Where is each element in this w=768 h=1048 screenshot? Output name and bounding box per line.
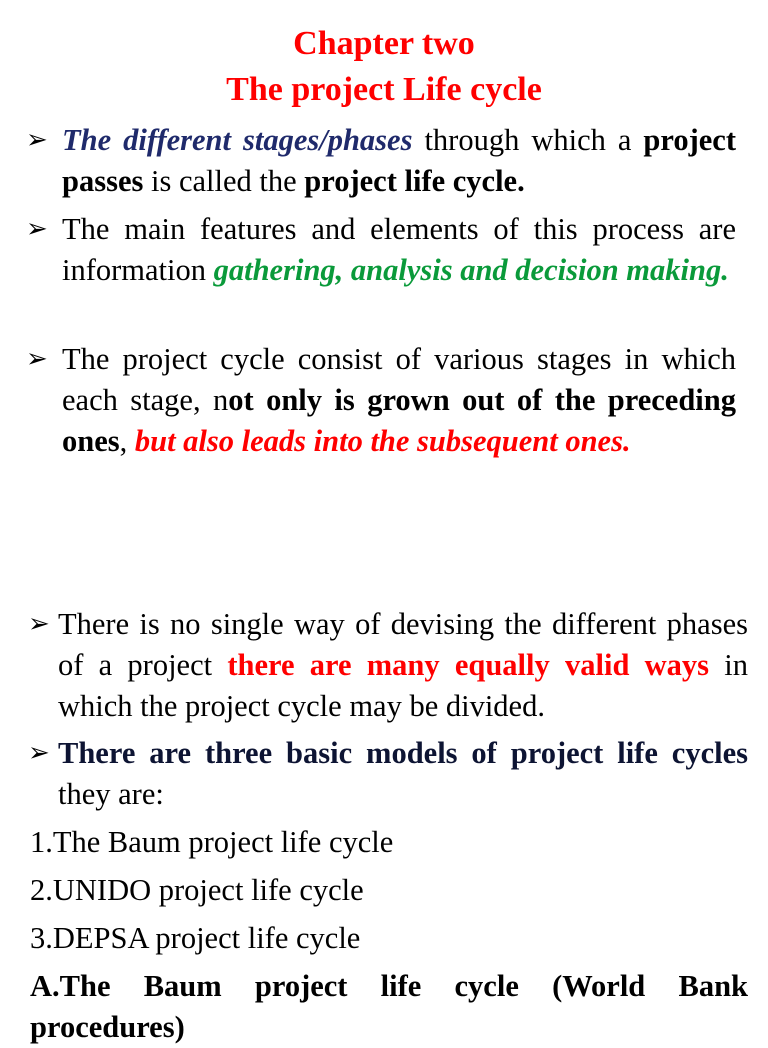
bullet-3-part-1: The project cycle consist of various stages in which each stage, n	[62, 342, 736, 417]
bullet-3-part-2: ot only is grown out of the preceding ones	[62, 383, 736, 458]
section-heading-baum-life-cycle: A.The Baum project life cycle (World Bank procedures)	[30, 969, 748, 1044]
arrow-bullet-icon: ➢	[26, 125, 48, 155]
chapter-title: Chapter two	[293, 25, 475, 62]
bullet-paragraph-stages	[26, 120, 736, 202]
arrow-bullet-icon: ➢	[28, 609, 50, 639]
bullet-3-part-3: ,	[119, 424, 135, 458]
bullet-paragraph-features	[26, 209, 736, 291]
bullet-paragraph-no-single-way	[28, 604, 748, 727]
arrow-bullet-icon: ➢	[28, 738, 50, 768]
bullet-2-part-1: The main features and elements of this process are information	[62, 212, 736, 287]
section-title: The project Life cycle	[226, 71, 542, 108]
bullet-1-part-5: project life cycle.	[304, 164, 525, 198]
bullet-paragraph-three-models	[28, 733, 748, 815]
bullet-4-part-3: in which the project cycle may be divided.	[58, 648, 748, 723]
arrow-bullet-icon: ➢	[26, 344, 48, 374]
numbered-item-depsa: 3.DEPSA project life cycle	[30, 921, 361, 955]
bullet-1-part-3: project passes	[62, 123, 736, 198]
numbered-item-unido: 2.UNIDO project life cycle	[30, 873, 364, 907]
bullet-paragraph-stages-growth	[26, 339, 736, 462]
bullet-3-part-4: but also leads into the subsequent ones.	[134, 424, 631, 458]
bullet-5-part-2: they are:	[58, 777, 164, 811]
arrow-bullet-icon: ➢	[26, 214, 48, 244]
bullet-2-part-2: gathering, analysis and decision making.	[213, 253, 729, 287]
bullet-1-part-4: is called the	[143, 164, 305, 198]
bullet-1-part-2: through which a	[412, 123, 644, 157]
bullet-4-part-2: there are many equally valid ways	[227, 648, 710, 682]
bullet-1-part-1: The different stages/phases	[62, 123, 413, 157]
bullet-4-part-1: There is no single way of devising the different phases of a project	[58, 607, 748, 682]
bullet-5-part-1: There are three basic models of project life cycles	[58, 736, 748, 770]
numbered-item-baum: 1.The Baum project life cycle	[30, 825, 394, 859]
